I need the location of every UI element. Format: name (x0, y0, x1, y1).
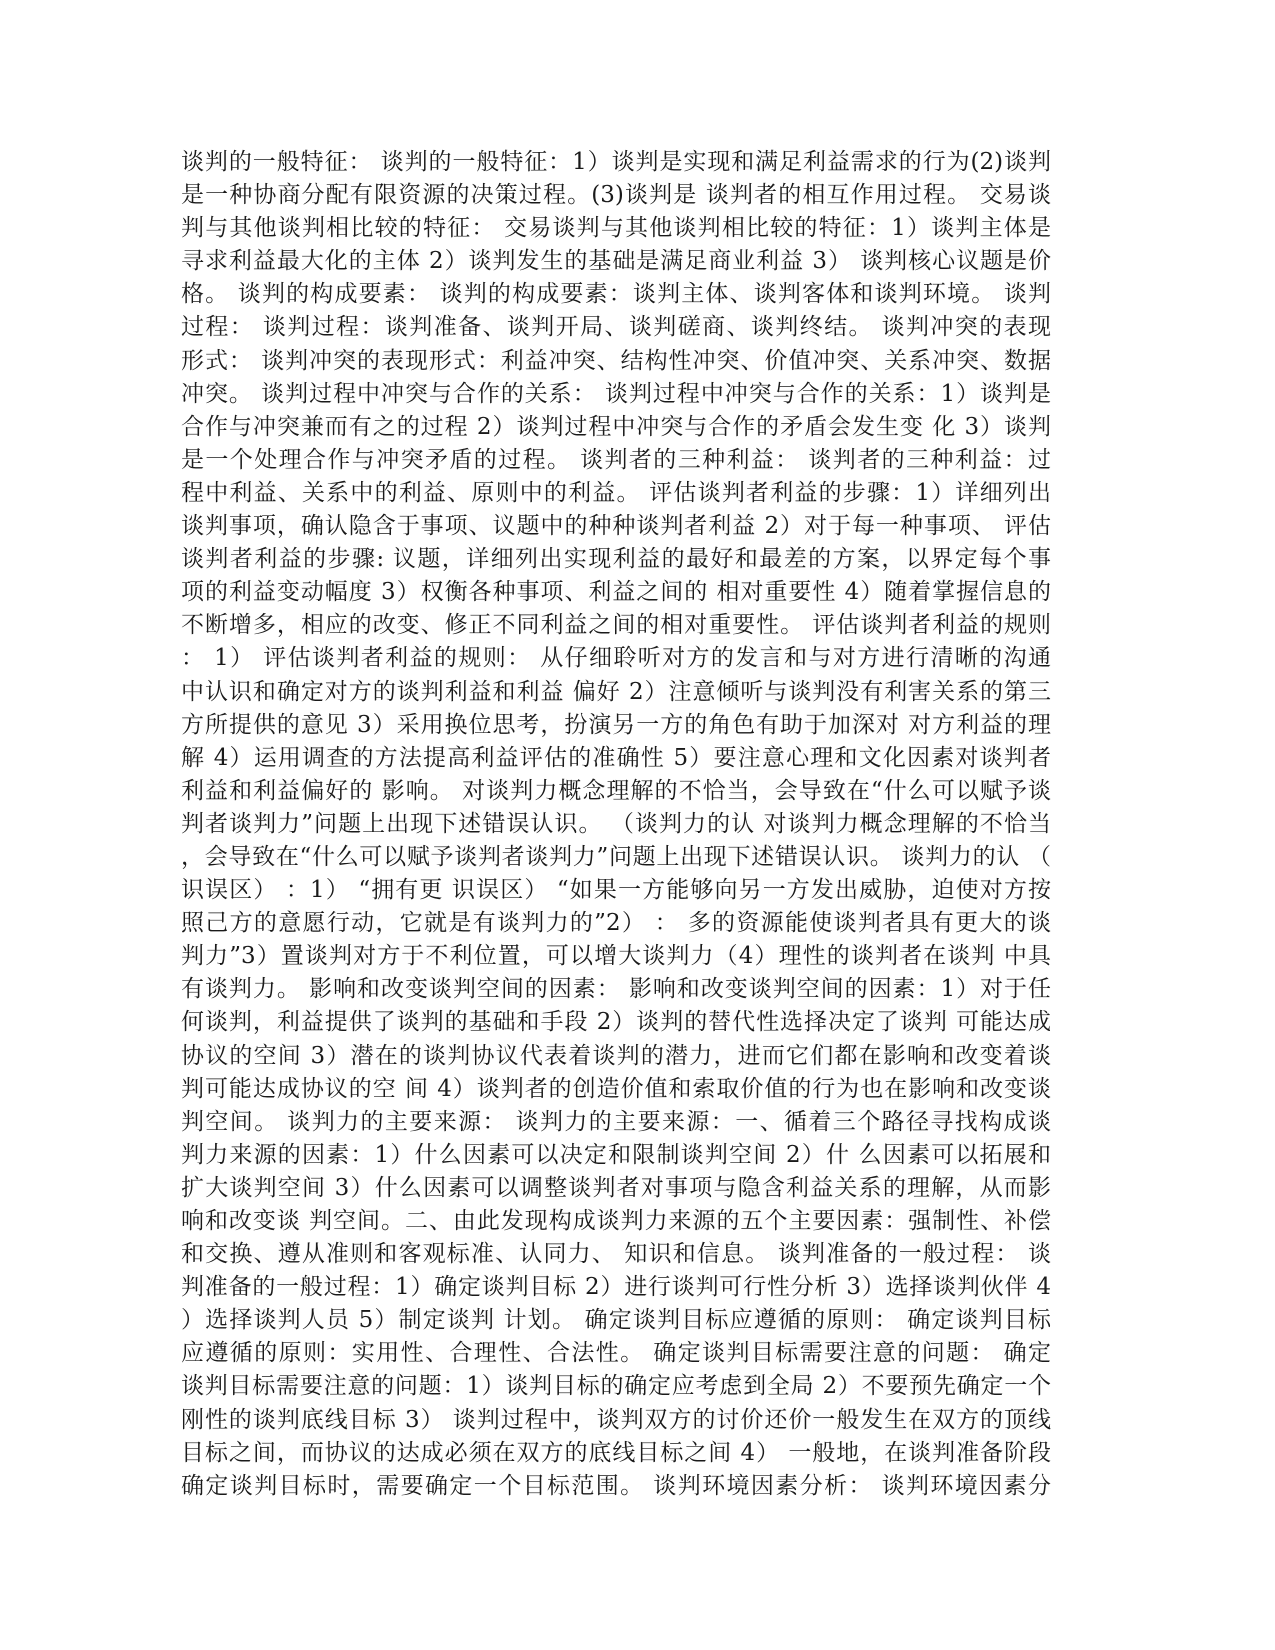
text-line: 是一种协商分配有限资源的决策过程。(3)谈判是 谈判者的相互作用过程。 交易谈 (181, 182, 1051, 209)
text-line: 谈判的一般特征： 谈判的一般特征：1）谈判是实现和满足利益需求的行为(2)谈判 (181, 149, 1051, 175)
text-line: 照己方的意愿行动，它就是有谈判力的”2） ： 多的资源能使谈判者具有更大的谈 (181, 910, 1051, 937)
text-line: 判与其他谈判相比较的特征： 交易谈判与其他谈判相比较的特征：1）谈判主体是 (181, 215, 1051, 242)
text-line: ）选择谈判人员 5）制定谈判 计划。 确定谈判目标应遵循的原则： 确定谈判目标 (181, 1307, 1051, 1334)
text-line: 冲突。 谈判过程中冲突与合作的关系： 谈判过程中冲突与合作的关系：1）谈判是 (181, 380, 1051, 407)
text-line: 程中利益、关系中的利益、原则中的利益。 评估谈判者利益的步骤：1）详细列出 (181, 479, 1051, 506)
text-line: 判力”3）置谈判对方于不利位置，可以增大谈判力（4）理性的谈判者在谈判 中具 (181, 943, 1051, 970)
body-text (181, 146, 1051, 1503)
text-line: 判可能达成协议的空 间 4）谈判者的创造价值和索取价值的行为也在影响和改变谈 (181, 1075, 1051, 1102)
text-line: 中认识和确定对方的谈判利益和利益 偏好 2）注意倾听与谈判没有利害关系的第三 (181, 678, 1051, 705)
text-line: 利益和利益偏好的 影响。 对谈判力概念理解的不恰当，会导致在“什么可以赋予谈 (181, 777, 1051, 804)
text-line: 刚性的谈判底线目标 3） 谈判过程中，谈判双方的讨价还价一般发生在双方的顶线 (181, 1406, 1051, 1433)
text-line: 确定谈判目标时，需要确定一个目标范围。 谈判环境因素分析： 谈判环境因素分 (181, 1472, 1051, 1499)
text-line: 和交换、遵从准则和客观标准、认同力、 知识和信息。 谈判准备的一般过程： 谈 (181, 1241, 1051, 1268)
text-line: 响和改变谈 判空间。二、由此发现构成谈判力来源的五个主要因素：强制性、补偿 (181, 1208, 1051, 1234)
text-line: 是一个处理合作与冲突矛盾的过程。 谈判者的三种利益： 谈判者的三种利益：过 (181, 446, 1051, 473)
text-line: 判力来源的因素：1）什么因素可以决定和限制谈判空间 2）什 么因素可以拓展和 (181, 1141, 1051, 1168)
text-line: 谈判者利益的步骤: 议题，详细列出实现利益的最好和最差的方案，以界定每个事 (181, 546, 1051, 573)
text-line: 判者谈判力”问题上出现下述错误认识。 （谈判力的认 对谈判力概念理解的不恰当 (181, 810, 1051, 837)
text-line: ，会导致在“什么可以赋予谈判者谈判力”问题上出现下述错误认识。 谈判力的认 （ (181, 843, 1051, 870)
text-line: 寻求利益最大化的主体 2）谈判发生的基础是满足商业利益 3） 谈判核心议题是价 (181, 248, 1051, 275)
text-line: 识误区） ：1） “拥有更 识误区） “如果一方能够向另一方发出威胁，迫使对方按 (181, 877, 1051, 904)
text-line: 协议的空间 3）潜在的谈判协议代表着谈判的潜力，进而它们都在影响和改变着谈 (181, 1042, 1051, 1069)
text-line: 不断增多，相应的改变、修正不同利益之间的相对重要性。 评估谈判者利益的规则 (181, 612, 1051, 639)
text-line: 格。 谈判的构成要素： 谈判的构成要素：谈判主体、谈判客体和谈判环境。 谈判 (181, 281, 1051, 308)
text-line: 判空间。 谈判力的主要来源： 谈判力的主要来源：一、循着三个路径寻找构成谈 (181, 1108, 1051, 1135)
text-line: 目标之间，而协议的达成必须在双方的底线目标之间 4） 一般地，在谈判准备阶段 (181, 1439, 1051, 1466)
text-line: ： 1） 评估谈判者利益的规则： 从仔细聆听对方的发言和与对方进行清晰的沟通 (181, 645, 1051, 672)
text-line: 何谈判，利益提供了谈判的基础和手段 2）谈判的替代性选择决定了谈判 可能达成 (181, 1009, 1051, 1036)
text-line: 过程： 谈判过程：谈判准备、谈判开局、谈判磋商、谈判终结。 谈判冲突的表现 (181, 314, 1051, 341)
text-line: 扩大谈判空间 3）什么因素可以调整谈判者对事项与隐含利益关系的理解，从而影 (181, 1174, 1051, 1201)
text-line: 形式： 谈判冲突的表现形式：利益冲突、结构性冲突、价值冲突、关系冲突、数据 (181, 347, 1051, 374)
text-line: 谈判事项，确认隐含于事项、议题中的种种谈判者利益 2）对于每一种事项、 评估 (181, 513, 1051, 540)
text-line: 应遵循的原则：实用性、合理性、合法性。 确定谈判目标需要注意的问题： 确定 (181, 1340, 1051, 1367)
text-line: 合作与冲突兼而有之的过程 2）谈判过程中冲突与合作的矛盾会发生变 化 3）谈判 (181, 413, 1051, 440)
text-line: 方所提供的意见 3）采用换位思考，扮演另一方的角色有助于加深对 对方利益的理 (181, 711, 1051, 738)
text-line: 解 4）运用调查的方法提高利益评估的准确性 5）要注意心理和文化因素对谈判者 (181, 744, 1051, 771)
text-line: 有谈判力。 影响和改变谈判空间的因素： 影响和改变谈判空间的因素：1）对于任 (181, 976, 1051, 1003)
text-line: 判准备的一般过程：1）确定谈判目标 2）进行谈判可行性分析 3）选择谈判伙伴 4 (181, 1274, 1051, 1301)
text-line: 谈判目标需要注意的问题：1）谈判目标的确定应考虑到全局 2）不要预先确定一个 (181, 1373, 1051, 1400)
text-line: 项的利益变动幅度 3）权衡各种事项、利益之间的 相对重要性 4）随着掌握信息的 (181, 579, 1051, 606)
